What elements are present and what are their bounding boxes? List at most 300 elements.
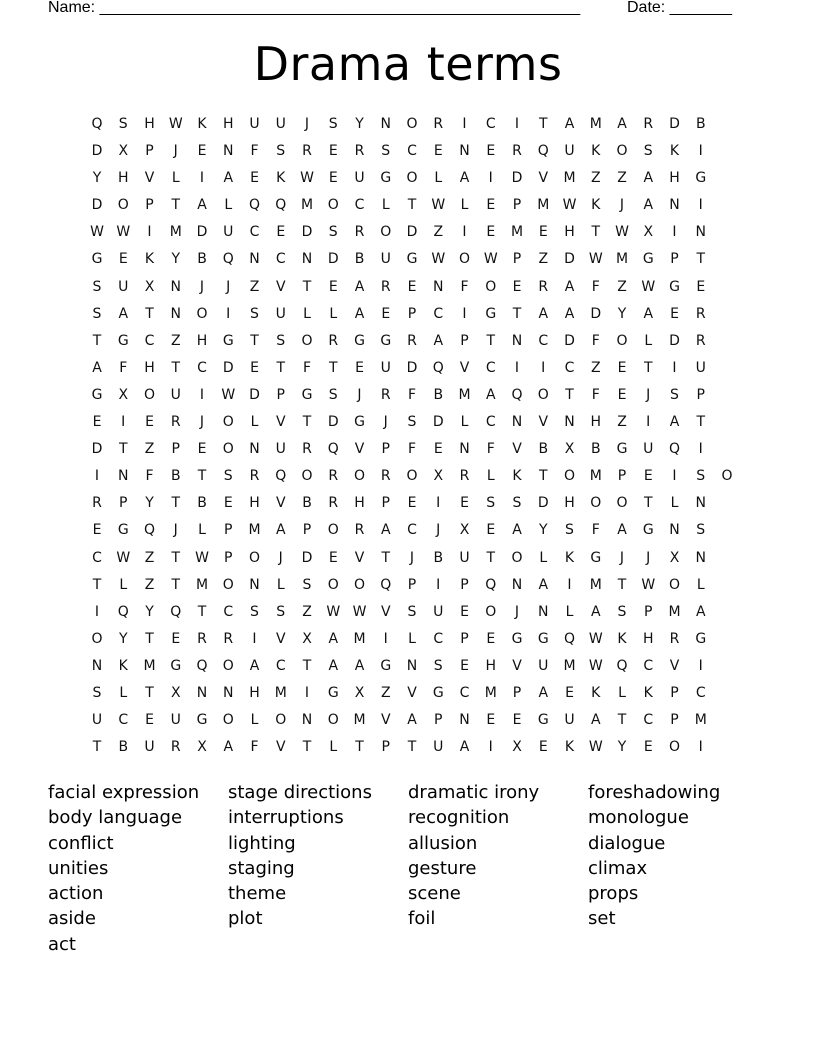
grid-cell[interactable]: A	[512, 522, 522, 539]
grid-cell[interactable]: T	[696, 414, 706, 431]
grid-cell[interactable]: T	[407, 197, 417, 214]
grid-cell[interactable]: L	[171, 170, 180, 187]
grid-cell[interactable]: D	[669, 116, 680, 132]
grid-cell[interactable]: N	[196, 684, 208, 701]
grid-cell[interactable]: Z	[433, 224, 444, 241]
grid-cell[interactable]: R	[433, 116, 444, 132]
grid-cell[interactable]: A	[643, 170, 654, 187]
grid-cell[interactable]: V	[144, 170, 155, 187]
grid-cell[interactable]: Z	[144, 576, 155, 593]
grid-cell[interactable]: M	[353, 712, 366, 729]
grid-cell[interactable]: W	[221, 386, 236, 403]
grid-cell[interactable]: O	[275, 712, 287, 729]
grid-cell[interactable]: I	[646, 414, 651, 431]
grid-cell[interactable]: M	[458, 386, 471, 403]
grid-cell[interactable]: A	[275, 522, 286, 539]
grid-cell[interactable]: G	[616, 441, 628, 458]
grid-cell[interactable]: Q	[668, 441, 681, 458]
grid-cell[interactable]: A	[223, 170, 234, 187]
grid-cell[interactable]: Q	[380, 576, 392, 593]
grid-cell[interactable]: J	[199, 414, 205, 431]
grid-cell[interactable]: A	[538, 576, 549, 593]
grid-cell[interactable]: N	[170, 278, 181, 295]
grid-cell[interactable]: J	[646, 549, 651, 566]
grid-cell[interactable]: O	[327, 522, 339, 539]
grid-cell[interactable]: Q	[222, 251, 234, 268]
grid-cell[interactable]: B	[118, 739, 129, 756]
grid-cell[interactable]: I	[462, 116, 467, 132]
grid-cell[interactable]: G	[537, 712, 549, 729]
grid-cell[interactable]: O	[616, 332, 628, 349]
grid-cell[interactable]: X	[144, 278, 155, 295]
grid-cell[interactable]: D	[249, 386, 260, 403]
grid-cell[interactable]: A	[643, 197, 654, 214]
grid-cell[interactable]: F	[591, 522, 600, 539]
grid-cell[interactable]: N	[669, 197, 680, 214]
grid-cell[interactable]: V	[538, 414, 549, 431]
grid-cell[interactable]: Y	[118, 630, 128, 647]
grid-cell[interactable]: M	[563, 170, 576, 187]
grid-cell[interactable]: D	[432, 414, 444, 431]
grid-cell[interactable]: A	[459, 739, 470, 756]
grid-cell[interactable]: N	[695, 495, 706, 512]
grid-cell[interactable]: A	[459, 170, 470, 187]
grid-cell[interactable]: Z	[617, 170, 627, 187]
grid-cell[interactable]: D	[669, 332, 680, 349]
grid-cell[interactable]: E	[433, 143, 443, 160]
grid-cell[interactable]: F	[302, 359, 312, 376]
grid-cell[interactable]: P	[460, 576, 469, 593]
grid-cell[interactable]: L	[644, 332, 653, 349]
grid-cell[interactable]: P	[224, 549, 233, 566]
grid-cell[interactable]: Y	[145, 603, 154, 620]
grid-cell[interactable]: D	[91, 441, 103, 458]
grid-cell[interactable]: L	[696, 576, 705, 593]
grid-cell[interactable]: T	[617, 712, 627, 729]
grid-cell[interactable]: P	[381, 441, 390, 458]
grid-cell[interactable]: P	[460, 332, 469, 349]
grid-cell[interactable]: Q	[275, 197, 287, 214]
grid-cell[interactable]: N	[118, 468, 129, 485]
grid-cell[interactable]: I	[514, 359, 520, 376]
grid-cell[interactable]: R	[380, 386, 391, 403]
grid-cell[interactable]: R	[170, 739, 181, 756]
grid-cell[interactable]: E	[460, 495, 469, 512]
grid-cell[interactable]: D	[327, 251, 339, 268]
grid-cell[interactable]: J	[383, 414, 388, 431]
grid-cell[interactable]: M	[589, 576, 602, 593]
grid-cell[interactable]: L	[198, 522, 206, 539]
grid-cell[interactable]: W	[641, 576, 656, 593]
grid-cell[interactable]: D	[222, 359, 234, 376]
grid-cell[interactable]: J	[173, 522, 178, 539]
grid-cell[interactable]: O	[327, 712, 339, 729]
grid-cell[interactable]: Z	[302, 603, 312, 620]
grid-cell[interactable]: K	[591, 197, 601, 214]
grid-cell[interactable]: G	[354, 414, 365, 431]
grid-cell[interactable]: F	[119, 359, 128, 376]
grid-cell[interactable]: M	[668, 603, 681, 620]
grid-cell[interactable]: F	[407, 441, 417, 458]
grid-cell[interactable]: P	[670, 684, 679, 701]
grid-cell[interactable]: P	[512, 251, 522, 268]
grid-cell[interactable]: L	[460, 197, 469, 214]
grid-cell[interactable]: D	[301, 549, 313, 566]
grid-cell[interactable]: N	[669, 522, 680, 539]
grid-cell[interactable]: F	[591, 278, 600, 295]
grid-cell[interactable]: E	[486, 712, 496, 729]
grid-cell[interactable]: C	[354, 197, 365, 214]
grid-cell[interactable]: E	[407, 278, 417, 295]
grid-cell[interactable]: U	[380, 359, 391, 376]
grid-cell[interactable]: M	[353, 630, 366, 647]
grid-cell[interactable]: H	[222, 116, 234, 132]
grid-cell[interactable]: O	[353, 576, 366, 593]
grid-cell[interactable]: I	[462, 224, 467, 241]
grid-cell[interactable]: U	[118, 278, 129, 295]
grid-cell[interactable]: Z	[170, 332, 181, 349]
grid-cell[interactable]: T	[118, 441, 128, 458]
grid-cell[interactable]: R	[354, 224, 365, 241]
grid-cell[interactable]: T	[171, 549, 181, 566]
grid-cell[interactable]: C	[407, 522, 417, 539]
grid-cell[interactable]: P	[171, 441, 180, 458]
grid-cell[interactable]: D	[91, 143, 103, 160]
grid-cell[interactable]: O	[485, 278, 497, 295]
grid-cell[interactable]: O	[380, 224, 392, 241]
grid-cell[interactable]: L	[276, 576, 285, 593]
grid-cell[interactable]: N	[695, 549, 706, 566]
grid-cell[interactable]: L	[224, 197, 233, 214]
grid-cell[interactable]: D	[537, 495, 549, 512]
grid-cell[interactable]: Z	[144, 549, 155, 566]
grid-cell[interactable]: W	[562, 197, 577, 214]
grid-cell[interactable]: G	[642, 522, 654, 539]
grid-cell[interactable]: C	[92, 549, 102, 566]
grid-cell[interactable]: W	[116, 549, 131, 566]
grid-cell[interactable]: X	[170, 684, 181, 701]
grid-cell[interactable]: R	[512, 143, 522, 160]
grid-cell[interactable]: X	[433, 468, 444, 485]
grid-cell[interactable]: V	[669, 657, 680, 674]
grid-cell[interactable]: P	[224, 522, 233, 539]
grid-cell[interactable]: O	[721, 468, 733, 485]
grid-cell[interactable]: A	[223, 739, 234, 756]
grid-cell[interactable]: D	[406, 224, 418, 241]
grid-cell[interactable]: W	[641, 278, 656, 295]
grid-cell[interactable]: E	[328, 170, 338, 187]
grid-cell[interactable]: T	[565, 386, 574, 403]
grid-cell[interactable]: A	[695, 603, 706, 620]
grid-cell[interactable]: T	[591, 224, 601, 241]
grid-cell[interactable]: P	[119, 495, 128, 512]
grid-cell[interactable]: C	[459, 684, 470, 701]
grid-cell[interactable]: O	[511, 549, 523, 566]
grid-cell[interactable]: F	[460, 278, 469, 295]
grid-cell[interactable]: Q	[432, 359, 444, 376]
grid-cell[interactable]: P	[145, 197, 154, 214]
grid-cell[interactable]: M	[563, 657, 576, 674]
grid-cell[interactable]: L	[381, 197, 390, 214]
grid-cell[interactable]: E	[92, 414, 102, 431]
grid-cell[interactable]: C	[144, 332, 155, 349]
grid-cell[interactable]: G	[695, 630, 707, 647]
grid-cell[interactable]: R	[538, 278, 549, 295]
grid-cell[interactable]: P	[644, 603, 653, 620]
grid-cell[interactable]: Q	[511, 386, 523, 403]
grid-cell[interactable]: S	[512, 495, 522, 512]
grid-cell[interactable]: E	[145, 414, 154, 431]
grid-cell[interactable]: X	[197, 739, 207, 756]
grid-cell[interactable]: E	[328, 143, 338, 160]
grid-cell[interactable]: A	[354, 305, 365, 322]
grid-cell[interactable]: Z	[617, 278, 627, 295]
grid-cell[interactable]: T	[302, 414, 312, 431]
grid-cell[interactable]: I	[94, 603, 100, 620]
grid-cell[interactable]: B	[538, 441, 549, 458]
grid-cell[interactable]: G	[327, 684, 339, 701]
grid-cell[interactable]: B	[590, 441, 601, 458]
grid-cell[interactable]: E	[118, 251, 128, 268]
grid-cell[interactable]: V	[407, 684, 417, 701]
grid-cell[interactable]: A	[564, 278, 575, 295]
grid-cell[interactable]: E	[407, 495, 417, 512]
grid-cell[interactable]: W	[431, 251, 446, 268]
grid-cell[interactable]: M	[248, 522, 261, 539]
grid-cell[interactable]: N	[459, 712, 470, 729]
grid-cell[interactable]: M	[195, 576, 209, 593]
grid-cell[interactable]: Q	[275, 468, 287, 485]
grid-cell[interactable]: P	[696, 386, 705, 403]
grid-cell[interactable]: I	[147, 224, 152, 241]
grid-cell[interactable]: N	[91, 657, 103, 674]
grid-cell[interactable]: N	[249, 251, 260, 268]
grid-cell[interactable]: O	[668, 739, 681, 756]
grid-cell[interactable]: G	[406, 251, 418, 268]
grid-cell[interactable]: O	[616, 143, 628, 160]
grid-cell[interactable]: H	[249, 684, 260, 701]
grid-cell[interactable]: P	[145, 143, 154, 160]
grid-cell[interactable]: O	[196, 305, 208, 322]
grid-cell[interactable]: Q	[616, 657, 628, 674]
grid-cell[interactable]: L	[250, 712, 259, 729]
grid-cell[interactable]: J	[304, 116, 310, 132]
grid-cell[interactable]: G	[91, 251, 103, 268]
grid-cell[interactable]: F	[407, 386, 417, 403]
grid-cell[interactable]: U	[354, 170, 365, 187]
grid-cell[interactable]: W	[431, 197, 446, 214]
grid-cell[interactable]: P	[670, 251, 679, 268]
grid-cell[interactable]: T	[696, 251, 706, 268]
grid-cell[interactable]: N	[249, 576, 260, 593]
grid-cell[interactable]: T	[92, 739, 102, 756]
grid-cell[interactable]: H	[564, 224, 575, 241]
grid-cell[interactable]: D	[406, 359, 418, 376]
grid-cell[interactable]: T	[145, 305, 154, 322]
grid-cell[interactable]: O	[91, 630, 103, 647]
grid-cell[interactable]: C	[433, 305, 444, 322]
grid-cell[interactable]: G	[117, 522, 129, 539]
grid-cell[interactable]: S	[92, 684, 102, 701]
grid-cell[interactable]: S	[696, 468, 706, 485]
grid-cell[interactable]: T	[407, 739, 417, 756]
grid-cell[interactable]: L	[303, 305, 311, 322]
grid-cell[interactable]: A	[328, 630, 339, 647]
grid-cell[interactable]: I	[94, 468, 100, 485]
grid-cell[interactable]: R	[643, 116, 654, 132]
grid-cell[interactable]: K	[144, 251, 155, 268]
grid-cell[interactable]: W	[90, 224, 104, 241]
grid-cell[interactable]: O	[563, 468, 576, 485]
grid-cell[interactable]: G	[354, 332, 365, 349]
grid-cell[interactable]: S	[328, 116, 338, 132]
grid-cell[interactable]: G	[590, 549, 602, 566]
grid-cell[interactable]: I	[698, 441, 703, 458]
grid-cell[interactable]: I	[672, 468, 677, 485]
grid-cell[interactable]: I	[436, 495, 441, 512]
grid-cell[interactable]: N	[223, 684, 234, 701]
grid-cell[interactable]: C	[564, 359, 575, 376]
grid-cell[interactable]: X	[302, 630, 312, 647]
grid-cell[interactable]: I	[567, 576, 572, 593]
grid-cell[interactable]: R	[695, 332, 706, 349]
grid-cell[interactable]: S	[407, 414, 417, 431]
grid-cell[interactable]: R	[328, 468, 339, 485]
grid-cell[interactable]: M	[589, 468, 602, 485]
grid-cell[interactable]: Z	[380, 684, 391, 701]
grid-cell[interactable]: C	[275, 657, 286, 674]
grid-cell[interactable]: I	[488, 170, 493, 187]
grid-cell[interactable]: Q	[485, 576, 497, 593]
grid-cell[interactable]: T	[145, 630, 154, 647]
grid-cell[interactable]: T	[486, 549, 496, 566]
grid-cell[interactable]: Z	[144, 441, 155, 458]
grid-cell[interactable]: L	[618, 684, 626, 701]
grid-cell[interactable]: S	[250, 603, 259, 620]
grid-cell[interactable]: N	[695, 224, 706, 241]
grid-cell[interactable]: O	[353, 468, 366, 485]
grid-cell[interactable]: V	[459, 359, 470, 376]
grid-cell[interactable]: T	[538, 468, 548, 485]
grid-cell[interactable]: U	[433, 739, 444, 756]
grid-cell[interactable]: H	[196, 332, 208, 349]
grid-cell[interactable]: T	[302, 657, 312, 674]
grid-cell[interactable]: S	[617, 603, 627, 620]
grid-cell[interactable]: N	[459, 441, 470, 458]
grid-cell[interactable]: K	[617, 630, 627, 647]
grid-cell[interactable]: S	[250, 305, 259, 322]
grid-cell[interactable]: C	[407, 143, 417, 160]
grid-cell[interactable]: U	[459, 549, 470, 566]
grid-cell[interactable]: R	[302, 143, 312, 160]
grid-cell[interactable]: O	[222, 414, 234, 431]
grid-cell[interactable]: A	[669, 414, 680, 431]
grid-cell[interactable]: N	[459, 143, 470, 160]
grid-cell[interactable]: M	[169, 224, 182, 241]
grid-cell[interactable]: U	[91, 712, 103, 729]
grid-cell[interactable]: T	[643, 359, 653, 376]
grid-cell[interactable]: H	[144, 116, 155, 132]
grid-cell[interactable]: V	[354, 441, 365, 458]
grid-cell[interactable]: L	[329, 739, 338, 756]
grid-cell[interactable]: W	[615, 224, 629, 241]
grid-cell[interactable]: Y	[92, 170, 102, 187]
grid-cell[interactable]: V	[380, 712, 391, 729]
grid-cell[interactable]: K	[118, 657, 128, 674]
grid-cell[interactable]: P	[434, 712, 443, 729]
grid-cell[interactable]: G	[196, 712, 208, 729]
date-field[interactable]: Date: _______	[627, 0, 732, 16]
grid-cell[interactable]: E	[512, 278, 522, 295]
grid-cell[interactable]: Q	[248, 197, 261, 214]
grid-cell[interactable]: J	[646, 386, 651, 403]
grid-cell[interactable]: E	[486, 143, 496, 160]
grid-cell[interactable]: N	[511, 332, 523, 349]
grid-cell[interactable]: Y	[617, 739, 627, 756]
grid-cell[interactable]: P	[512, 197, 522, 214]
grid-cell[interactable]: K	[512, 468, 522, 485]
grid-cell[interactable]: I	[698, 197, 703, 214]
grid-cell[interactable]: G	[695, 170, 707, 187]
grid-cell[interactable]: A	[564, 116, 575, 132]
grid-cell[interactable]: R	[380, 468, 391, 485]
grid-cell[interactable]: O	[222, 712, 234, 729]
grid-cell[interactable]: J	[199, 278, 205, 295]
grid-cell[interactable]: I	[488, 739, 493, 756]
grid-cell[interactable]: O	[590, 495, 602, 512]
grid-cell[interactable]: D	[511, 170, 523, 187]
grid-cell[interactable]: Q	[537, 143, 549, 160]
grid-cell[interactable]: Y	[538, 522, 548, 539]
grid-cell[interactable]: E	[328, 549, 338, 566]
grid-cell[interactable]: B	[302, 495, 312, 512]
grid-cell[interactable]: S	[223, 468, 233, 485]
grid-cell[interactable]: S	[670, 386, 679, 403]
grid-cell[interactable]: R	[354, 522, 365, 539]
grid-cell[interactable]: F	[250, 739, 259, 756]
grid-cell[interactable]: H	[564, 495, 575, 512]
grid-cell[interactable]: A	[433, 332, 444, 349]
grid-cell[interactable]: A	[485, 386, 496, 403]
grid-cell[interactable]: R	[249, 468, 260, 485]
grid-cell[interactable]: N	[511, 414, 523, 431]
grid-cell[interactable]: T	[92, 332, 102, 349]
grid-cell[interactable]: A	[407, 712, 417, 729]
grid-cell[interactable]: W	[168, 116, 183, 132]
grid-cell[interactable]: I	[672, 224, 677, 241]
grid-cell[interactable]: L	[329, 305, 338, 322]
grid-cell[interactable]: D	[564, 251, 575, 268]
grid-cell[interactable]: L	[250, 414, 259, 431]
grid-cell[interactable]: U	[564, 712, 575, 729]
grid-cell[interactable]: A	[249, 657, 260, 674]
grid-cell[interactable]: M	[615, 251, 629, 268]
grid-cell[interactable]: A	[590, 603, 601, 620]
grid-cell[interactable]: V	[275, 495, 286, 512]
grid-cell[interactable]: E	[617, 359, 627, 376]
grid-cell[interactable]: Z	[590, 359, 601, 376]
grid-cell[interactable]: R	[354, 143, 365, 160]
grid-cell[interactable]: T	[486, 332, 496, 349]
grid-cell[interactable]: T	[171, 359, 181, 376]
grid-cell[interactable]: U	[275, 116, 286, 132]
grid-cell[interactable]: C	[643, 657, 654, 674]
grid-cell[interactable]: M	[589, 116, 602, 132]
grid-cell[interactable]: W	[588, 739, 603, 756]
grid-cell[interactable]: O	[222, 441, 234, 458]
grid-cell[interactable]: T	[328, 359, 338, 376]
grid-cell[interactable]: A	[617, 522, 627, 539]
